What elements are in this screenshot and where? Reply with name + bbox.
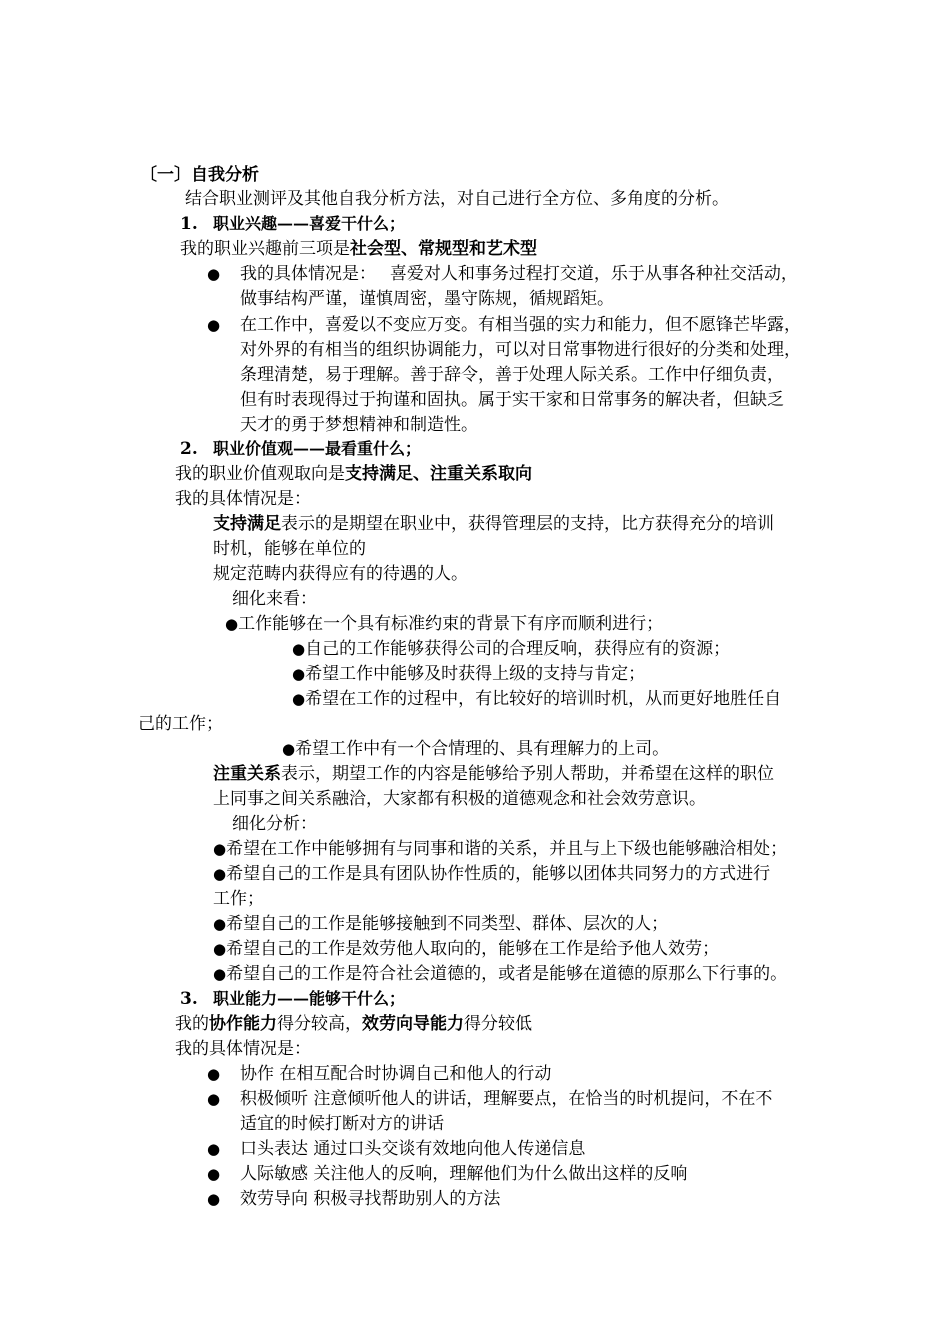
ability-item: 口头表达 通过口头交谈有效地向他人传递信息 [240, 1139, 586, 1159]
ability-detail-label: 我的具体情况是： [175, 1039, 311, 1059]
ability-item: 协作 在相互配合时协调自己和他人的行动 [240, 1064, 552, 1084]
interest-detail-line: 在工作中，喜爱以不变应万变。有相当强的实力和能力，但不愿锋芒毕露， [240, 315, 801, 335]
refine-item: ●希望工作中有一个合情理的、具有理解力的上司。 [282, 739, 670, 759]
refine-item-cont: 己的工作； [138, 714, 223, 734]
bullet-icon: ● [207, 1090, 221, 1108]
heading-values: 职业价值观——最看重什么； [213, 439, 422, 458]
section-title: 〔一〕自我分析 [140, 165, 259, 185]
ability-item: 积极倾听 注意倾听他人的讲话，理解要点，在恰当的时机提问，不在不 [240, 1089, 773, 1109]
bullet-icon: ● [207, 1165, 221, 1183]
bullet-icon: ● [207, 265, 221, 283]
heading-number: 3. [180, 989, 198, 1009]
bullet-icon: ● [207, 1140, 221, 1158]
ability-item-cont: 适宜的时候打断对方的讲话 [240, 1114, 444, 1134]
interest-detail-line: 天才的勇于梦想精神和制造性。 [240, 415, 478, 435]
bullet-icon: ● [207, 316, 221, 334]
relation-item: ●希望在工作中能够拥有与同事和谐的关系，并且与上下级也能够融洽相处； [213, 839, 788, 859]
interest-summary: 我的职业兴趣前三项是社会型、常规型和艺术型 [180, 239, 537, 259]
refine-item: ●希望在工作的过程中，有比较好的培训时机，从而更好地胜任自 [292, 689, 782, 709]
relation-text: 上同事之间关系融洽，大家都有积极的道德观念和社会效劳意识。 [213, 789, 706, 809]
values-detail-label: 我的具体情况是： [175, 489, 311, 509]
interest-detail-line: 但有时表现得过于拘谨和固执。属于实干家和日常事务的解决者，但缺乏 [240, 390, 784, 410]
support-text: 支持满足表示的是期望在职业中，获得管理层的支持，比方获得充分的培训 [213, 514, 774, 534]
refine-item: ●自己的工作能够获得公司的合理反响，获得应有的资源； [292, 639, 731, 659]
support-text: 规定范畴内获得应有的待遇的人。 [213, 564, 468, 584]
heading-number: 1. [180, 214, 198, 234]
values-summary: 我的职业价值观取向是支持满足、注重关系取向 [175, 464, 532, 484]
refine-item: ●工作能够在一个具有标准约束的背景下有序而顺利进行； [225, 614, 664, 634]
ability-item: 人际敏感 关注他人的反响，理解他们为什么做出这样的反响 [240, 1164, 688, 1184]
refine-item: ●希望工作中能够及时获得上级的支持与肯定； [292, 664, 646, 684]
ability-item: 效劳导向 积极寻找帮助别人的方法 [240, 1189, 501, 1209]
interest-detail-line: 条理清楚，易于理解。善于辞令，善于处理人际关系。工作中仔细负责， [240, 365, 784, 385]
ability-summary: 我的协作能力得分较高，效劳向导能力得分较低 [175, 1014, 532, 1034]
interest-detail-line: 做事结构严谨，谨慎周密，墨守陈规，循规蹈矩。 [240, 289, 614, 309]
relation-item: ●希望自己的工作是效劳他人取向的，能够在工作是给予他人效劳； [213, 939, 720, 959]
refine-label: 细化分析： [232, 814, 317, 834]
relation-text: 注重关系表示，期望工作的内容是能够给予别人帮助，并希望在这样的职位 [213, 764, 774, 784]
heading-ability: 职业能力——能够干什么； [213, 989, 406, 1008]
heading-number: 2. [180, 439, 198, 459]
refine-label: 细化来看： [232, 589, 317, 609]
bullet-icon: ● [207, 1065, 221, 1083]
relation-item: ●希望自己的工作是能够接触到不同类型、群体、层次的人； [213, 914, 669, 934]
interest-detail-line: 对外界的有相当的组织协调能力，可以对日常事物进行很好的分类和处理， [240, 340, 801, 360]
relation-item: ●希望自己的工作是具有团队协作性质的，能够以团体共同努力的方式进行 [213, 864, 771, 884]
heading-interest: 职业兴趣——喜爱干什么； [213, 214, 406, 233]
bullet-icon: ● [207, 1190, 221, 1208]
interest-detail-line: 我的具体情况是： 喜爱对人和事务过程打交道，乐于从事各种社交活动， [240, 264, 798, 284]
relation-item-cont: 工作； [213, 889, 264, 909]
relation-item: ●希望自己的工作是符合社会道德的，或者是能够在道德的原那么下行事的。 [213, 964, 788, 984]
support-text: 时机，能够在单位的 [213, 539, 366, 559]
intro-text: 结合职业测评及其他自我分析方法，对自己进行全方位、多角度的分析。 [185, 189, 729, 209]
